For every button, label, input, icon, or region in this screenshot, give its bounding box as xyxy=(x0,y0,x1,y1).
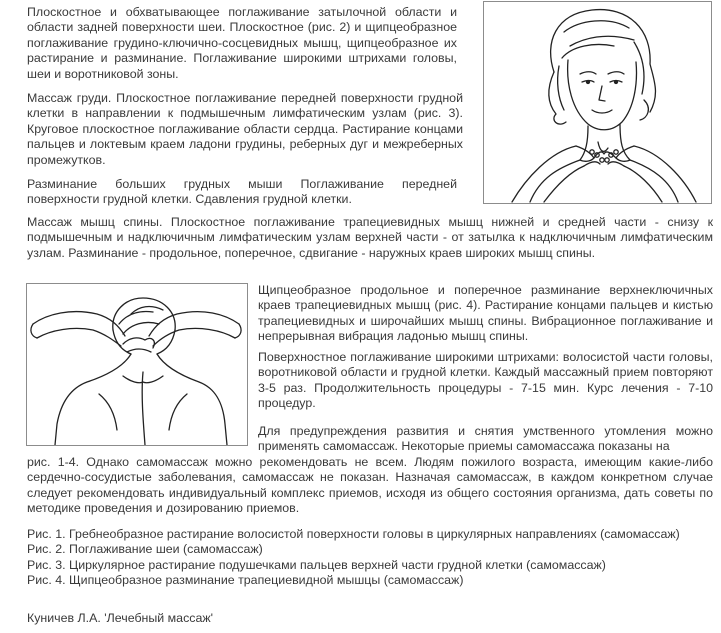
back-self-massage-icon xyxy=(27,284,247,445)
figure-back-massage xyxy=(26,283,248,446)
paragraph-self-massage-rest: рис. 1-4. Однако самомассаж можно рекомендовать не всем. Людям пожилого возраста, имеющим какие-либо сердечно-сосудистые заболевания, самомассаж не показан. Назначая самомассаж, в каждом конкретном случае следует рекомендовать индивидуальный комплекс приемов, исходя из общего состояния организма, дать советы по методике проведения и дозированию приемов. xyxy=(27,454,713,516)
paragraph-self-massage-head: Для предупреждения развития и снятия умственного утомления можно применять самомассаж. Некоторые приемы самомассажа показаны на xyxy=(258,424,713,454)
figure-captions xyxy=(27,527,713,589)
caption-fig3: Рис. 3. Циркулярное растирание подушечками пальцев верхней части грудной клетки (самомассаж) xyxy=(27,557,606,572)
paragraph-neck-massage: Плоскостное и обхватывающее поглаживание затылочной области и области задней поверхности шеи. Плоскостное (рис. 2) и щипцеобразное поглаживание грудино-ключично-сосцевидных мышц, щипцеобразное их растирание и разминание. Поглаживание широкими штрихами головы, шеи и воротниковой зоны. xyxy=(27,5,457,81)
figure-neck-chest-massage xyxy=(483,1,712,204)
caption-fig1: Рис. 1. Гребнеобразное растирание волосистой поверхности головы в циркулярных направлениях (самомассаж) xyxy=(27,527,680,541)
paragraph-surface-stroking: Поверхностное поглаживание широкими штрихами: волосистой части головы, воротниковой области и грудной клетки. Каждый массажный прием повторяют 3-5 раз. Продолжительность процедуры - 7-15 мин. Курс лечения - 7-10 процедур. xyxy=(258,350,713,411)
caption-fig2: Рис. 2. Поглаживание шеи (самомассаж) xyxy=(27,542,263,557)
paragraph-back-massage: Массаж мышц спины. Плоскостное поглаживание трапециевидных мышц нижней и средней части - снизу к подмышечным и надключичным лимфатическим узлам верхней части - от затылка к надключичным лимфатическим узлам. Разминание - продольное, поперечное, сдвигание - наружных краев широких мышц спины. xyxy=(27,215,713,260)
woman-self-massage-icon xyxy=(484,2,711,203)
paragraph-pectoral-kneading: Разминание больших грудных мыши Поглаживание передней поверхности грудной клетки. Сдавления грудной клетки. xyxy=(27,177,457,207)
paragraph-trapezius-kneading: Щипцеобразное продольное и поперечное разминание верхнеключичных краев трапециевидных мышц (рис. 4). Растирание концами пальцев и кистью трапециевидных и широчайших мышц спины. Вибрационное поглаживание и непрерывная вибрация ладонью мышц спины. xyxy=(258,283,713,344)
paragraph-self-massage xyxy=(27,424,713,516)
caption-fig4: Рис. 4. Щипцеобразное разминание трапециевидной мышцы (самомассаж) xyxy=(27,573,464,588)
paragraph-chest-massage: Массаж груди. Плоскостное поглаживание передней поверхности грудной клетки в направлении к подмышечным лимфатическим узлам (рис. 3). Круговое плоскостное поглаживание области сердца. Растирание концами пальцев и локтевым краем ладони грудины, реберных дуг и межреберных промежутков. xyxy=(27,91,463,167)
source-attribution: Куничев Л.А. 'Лечебный массаж' xyxy=(27,611,214,625)
